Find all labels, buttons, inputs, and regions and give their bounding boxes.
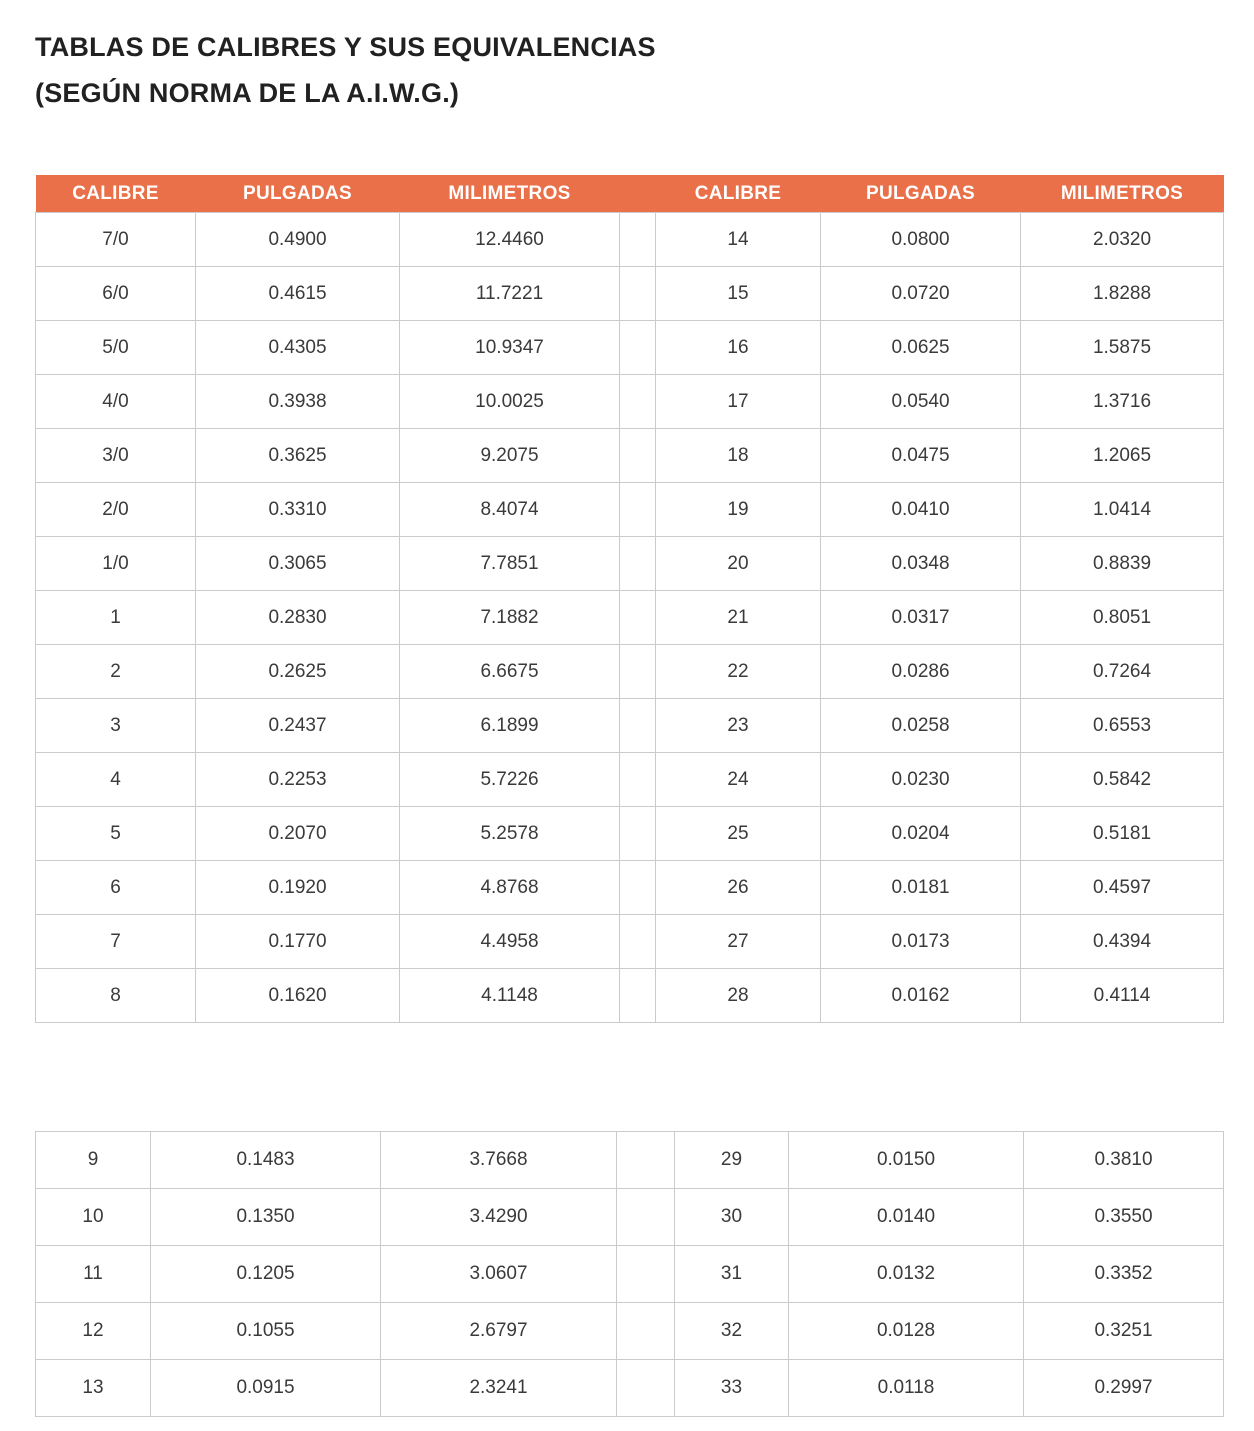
table-cell: 14 (656, 213, 821, 267)
table-cell: 0.2253 (196, 753, 400, 807)
spacer-cell (620, 537, 656, 591)
title-line-2: (SEGÚN NORMA DE LA A.I.W.G.) (35, 78, 460, 109)
spacer-cell (620, 861, 656, 915)
table-cell: 0.2625 (196, 645, 400, 699)
table-cell: 24 (656, 753, 821, 807)
table-cell: 0.0118 (789, 1360, 1024, 1417)
table-cell: 0.0286 (821, 645, 1021, 699)
table-cell: 3 (36, 699, 196, 753)
table-cell: 0.3065 (196, 537, 400, 591)
table-cell: 9.2075 (400, 429, 620, 483)
table-cell: 0.2437 (196, 699, 400, 753)
table-cell: 0.4305 (196, 321, 400, 375)
table-cell: 11.7221 (400, 267, 620, 321)
table-cell: 0.0181 (821, 861, 1021, 915)
table-row (36, 429, 1224, 483)
spacer-cell (617, 1360, 675, 1417)
table-cell: 16 (656, 321, 821, 375)
table-cell: 0.0150 (789, 1132, 1024, 1189)
table-cell: 0.0317 (821, 591, 1021, 645)
table-cell: 6/0 (36, 267, 196, 321)
table-cell: 0.1483 (151, 1132, 381, 1189)
table-cell: 0.1205 (151, 1246, 381, 1303)
table-cell: 2 (36, 645, 196, 699)
table-cell: 0.1350 (151, 1189, 381, 1246)
spacer-cell (620, 483, 656, 537)
table-cell: 0.2070 (196, 807, 400, 861)
table-cell: 3.7668 (381, 1132, 617, 1189)
table-row (36, 1360, 1224, 1417)
table-cell: 0.1620 (196, 969, 400, 1023)
table-row (36, 1132, 1224, 1189)
table-cell: 0.0720 (821, 267, 1021, 321)
spacer-cell (620, 969, 656, 1023)
header-milimetros-right: MILIMETROS (1021, 175, 1224, 213)
spacer-cell (620, 375, 656, 429)
table-cell: 0.1920 (196, 861, 400, 915)
table-cell: 0.3310 (196, 483, 400, 537)
table-cell: 1.8288 (1021, 267, 1224, 321)
table-cell: 28 (656, 969, 821, 1023)
table-cell: 12.4460 (400, 213, 620, 267)
table-cell: 0.0204 (821, 807, 1021, 861)
table-cell: 4.8768 (400, 861, 620, 915)
table-cell: 7/0 (36, 213, 196, 267)
page-title (35, 24, 1223, 117)
table-cell: 17 (656, 375, 821, 429)
table-cell: 0.2997 (1024, 1360, 1224, 1417)
table-cell: 13 (36, 1360, 151, 1417)
table-cell: 11 (36, 1246, 151, 1303)
table-cell: 9 (36, 1132, 151, 1189)
table-cell: 5.2578 (400, 807, 620, 861)
header-calibre-left: CALIBRE (36, 175, 196, 213)
table-cell: 0.0800 (821, 213, 1021, 267)
table-cell: 0.4597 (1021, 861, 1224, 915)
table-cell: 2.6797 (381, 1303, 617, 1360)
table-cell: 1.2065 (1021, 429, 1224, 483)
table-cell: 0.1055 (151, 1303, 381, 1360)
table-cell: 0.4615 (196, 267, 400, 321)
table-cell: 5/0 (36, 321, 196, 375)
table-cell: 1.0414 (1021, 483, 1224, 537)
header-pulgadas-right: PULGADAS (821, 175, 1021, 213)
table-row (36, 267, 1224, 321)
table-row (36, 375, 1224, 429)
table-row (36, 591, 1224, 645)
header-pulgadas-left: PULGADAS (196, 175, 400, 213)
table-cell: 0.3352 (1024, 1246, 1224, 1303)
header-milimetros-left: MILIMETROS (400, 175, 620, 213)
table-cell: 32 (675, 1303, 789, 1360)
table-row (36, 807, 1224, 861)
table-cell: 20 (656, 537, 821, 591)
table-cell: 0.8839 (1021, 537, 1224, 591)
table-cell: 29 (675, 1132, 789, 1189)
spacer-cell (620, 915, 656, 969)
calibre-table-upper (35, 175, 1224, 1024)
table-cell: 0.0258 (821, 699, 1021, 753)
table-row (36, 861, 1224, 915)
table-cell: 6 (36, 861, 196, 915)
table-cell: 4/0 (36, 375, 196, 429)
table-cell: 23 (656, 699, 821, 753)
table-cell: 0.0162 (821, 969, 1021, 1023)
spacer-cell (620, 699, 656, 753)
table-cell: 8.4074 (400, 483, 620, 537)
table-cell: 0.0915 (151, 1360, 381, 1417)
table-cell: 0.5181 (1021, 807, 1224, 861)
table-header (36, 175, 1224, 213)
calibre-table-lower (35, 1131, 1224, 1417)
table-row (36, 1303, 1224, 1360)
table-row (36, 537, 1224, 591)
table-cell: 0.4114 (1021, 969, 1224, 1023)
table-cell: 0.0140 (789, 1189, 1024, 1246)
table-cell: 0.3625 (196, 429, 400, 483)
table-cell: 0.2830 (196, 591, 400, 645)
table-cell: 0.0540 (821, 375, 1021, 429)
spacer-cell (617, 1246, 675, 1303)
table-cell: 30 (675, 1189, 789, 1246)
table-row (36, 483, 1224, 537)
upper-table-body (36, 213, 1224, 1023)
table-cell: 0.1770 (196, 915, 400, 969)
spacer-cell (620, 213, 656, 267)
table-cell: 0.4394 (1021, 915, 1224, 969)
table-row (36, 915, 1224, 969)
table-row (36, 321, 1224, 375)
table-cell: 4.1148 (400, 969, 620, 1023)
lower-table-body (36, 1132, 1224, 1417)
table-cell: 0.0173 (821, 915, 1021, 969)
table-cell: 10 (36, 1189, 151, 1246)
table-cell: 6.1899 (400, 699, 620, 753)
table-cell: 2.3241 (381, 1360, 617, 1417)
header-spacer (620, 175, 656, 213)
table-row (36, 213, 1224, 267)
table-cell: 0.0132 (789, 1246, 1024, 1303)
table-cell: 0.0230 (821, 753, 1021, 807)
table-cell: 0.0625 (821, 321, 1021, 375)
table-row (36, 699, 1224, 753)
table-cell: 12 (36, 1303, 151, 1360)
header-row (36, 175, 1224, 213)
table-cell: 2/0 (36, 483, 196, 537)
table-cell: 7 (36, 915, 196, 969)
spacer-cell (620, 429, 656, 483)
spacer-cell (620, 807, 656, 861)
table-cell: 0.3251 (1024, 1303, 1224, 1360)
table-cell: 1.5875 (1021, 321, 1224, 375)
table-cell: 1.3716 (1021, 375, 1224, 429)
table-cell: 19 (656, 483, 821, 537)
table-cell: 18 (656, 429, 821, 483)
table-cell: 3.4290 (381, 1189, 617, 1246)
spacer-cell (620, 267, 656, 321)
table-cell: 3/0 (36, 429, 196, 483)
table-cell: 31 (675, 1246, 789, 1303)
table-row (36, 753, 1224, 807)
table-cell: 0.0348 (821, 537, 1021, 591)
table-cell: 10.9347 (400, 321, 620, 375)
spacer-cell (620, 753, 656, 807)
table-cell: 0.4900 (196, 213, 400, 267)
spacer-cell (617, 1189, 675, 1246)
spacer-cell (617, 1132, 675, 1189)
table-cell: 0.3810 (1024, 1132, 1224, 1189)
spacer-cell (620, 321, 656, 375)
table-cell: 4.4958 (400, 915, 620, 969)
table-cell: 25 (656, 807, 821, 861)
table-cell: 0.8051 (1021, 591, 1224, 645)
table-row (36, 1246, 1224, 1303)
table-cell: 22 (656, 645, 821, 699)
spacer-cell (620, 645, 656, 699)
table-cell: 4 (36, 753, 196, 807)
table-cell: 26 (656, 861, 821, 915)
table-cell: 6.6675 (400, 645, 620, 699)
spacer-cell (617, 1303, 675, 1360)
table-cell: 2.0320 (1021, 213, 1224, 267)
title-line-1: TABLAS DE CALIBRES Y SUS EQUIVALENCIAS (35, 32, 656, 62)
table-row (36, 969, 1224, 1023)
table-cell: 33 (675, 1360, 789, 1417)
table-cell: 7.1882 (400, 591, 620, 645)
table-cell: 0.6553 (1021, 699, 1224, 753)
table-cell: 5.7226 (400, 753, 620, 807)
spacer-cell (620, 591, 656, 645)
table-cell: 5 (36, 807, 196, 861)
table-cell: 8 (36, 969, 196, 1023)
table-cell: 21 (656, 591, 821, 645)
table-cell: 0.5842 (1021, 753, 1224, 807)
table-cell: 3.0607 (381, 1246, 617, 1303)
table-cell: 10.0025 (400, 375, 620, 429)
table-cell: 0.0128 (789, 1303, 1024, 1360)
table-cell: 15 (656, 267, 821, 321)
table-cell: 0.0475 (821, 429, 1021, 483)
table-cell: 0.3550 (1024, 1189, 1224, 1246)
table-row (36, 1189, 1224, 1246)
header-calibre-right: CALIBRE (656, 175, 821, 213)
table-cell: 1 (36, 591, 196, 645)
table-row (36, 645, 1224, 699)
table-cell: 1/0 (36, 537, 196, 591)
table-cell: 0.0410 (821, 483, 1021, 537)
table-cell: 0.7264 (1021, 645, 1224, 699)
table-cell: 27 (656, 915, 821, 969)
table-cell: 0.3938 (196, 375, 400, 429)
table-cell: 7.7851 (400, 537, 620, 591)
